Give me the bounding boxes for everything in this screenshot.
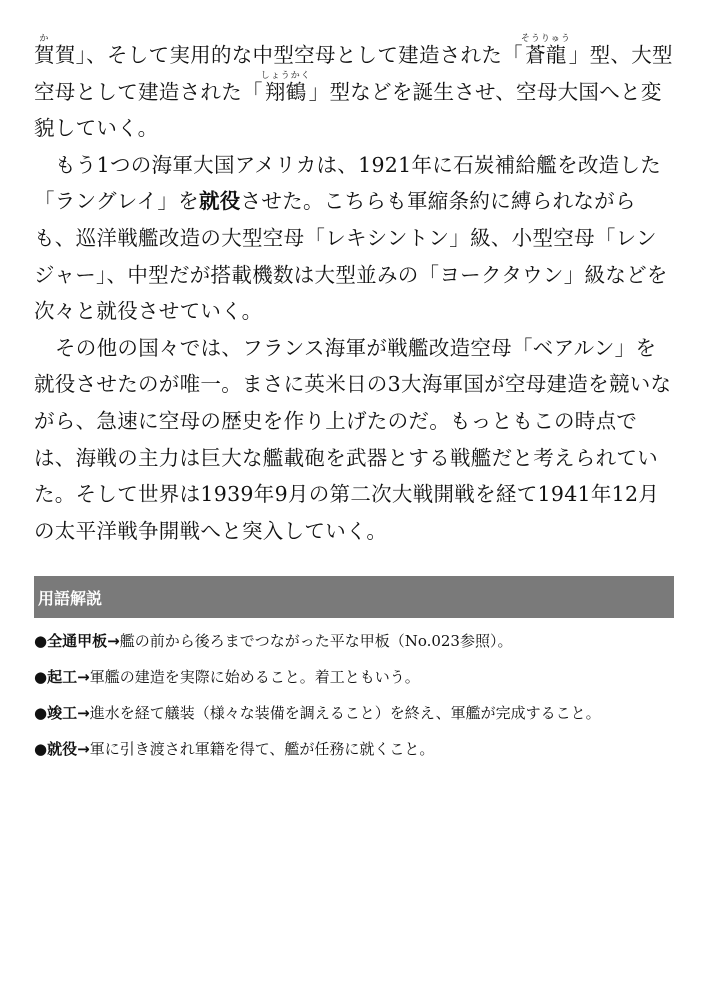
- arrow-icon: →: [107, 632, 120, 650]
- arrow-icon: →: [77, 740, 90, 758]
- glossary-entry: [34, 660, 674, 694]
- glossary-desc: 進水を経て艤装（様々な装備を調えること）を終え、軍艦が完成すること。: [89, 704, 601, 722]
- paragraph-2-text-a: もう1つの海軍大国アメリカは、1921年に石炭補給艦を改造した「ラングレイ」を: [34, 152, 662, 214]
- bullet-icon: ●: [34, 632, 48, 650]
- paragraph-1-text-a: 賀」、そして実用的な中型空母として建造された「: [54, 43, 523, 67]
- glossary-entry: [34, 696, 674, 730]
- bullet-icon: ●: [34, 704, 48, 722]
- ruby-shoukaku: 翔鶴しょうかく: [260, 70, 311, 104]
- glossary-entry: [34, 624, 674, 658]
- ruby-ka: 賀か: [34, 34, 55, 67]
- bullet-icon: ●: [34, 740, 48, 758]
- arrow-icon: →: [77, 704, 90, 722]
- glossary-desc: 軍艦の建造を実際に始めること。着工ともいう。: [89, 668, 420, 686]
- paragraph-1-text-b: 」型、大型空母として建造された「: [34, 43, 673, 104]
- paragraph-2-text-b: させた。こちらも軍縮条約に縛られながらも、巡洋戦艦改造の大型空母「レキシントン」級、小型空母「レンジャー」、中型だが搭載機数は大型並みの「ヨークタウン」級などを次々と就役させていく。: [34, 189, 668, 324]
- arrow-icon: →: [77, 668, 90, 686]
- glossary-term: 全通甲板: [47, 632, 108, 650]
- paragraph-1-text-c: 」型などを誕生させ、空母大国へと変貌していく。: [34, 79, 662, 141]
- glossary-title: 用語解説: [38, 588, 103, 608]
- paragraph-1: [34, 34, 674, 147]
- ruby-souryu: 蒼龍そうりゅう: [520, 34, 571, 67]
- glossary-term: 就役: [47, 740, 78, 758]
- glossary-header: [34, 576, 674, 618]
- bullet-icon: ●: [34, 668, 48, 686]
- paragraph-2: [34, 147, 674, 330]
- glossary-term: 起工: [47, 668, 78, 686]
- glossary-term: 竣工: [47, 704, 78, 722]
- glossary-entry: [34, 732, 674, 766]
- glossary-desc: 軍に引き渡され軍籍を得て、艦が任務に就くこと。: [89, 740, 435, 758]
- paragraph-3: その他の国々では、フランス海軍が戦艦改造空母「ベアルン」を就役させたのが唯一。まさに英米日の3大海軍国が空母建造を競いながら、急速に空母の歴史を作り上げたのだ。もっともこの時点では、海戦の主力は巨大な艦載砲を武器とする戦艦だと考えられていた。そして世界は1939年9月の第二次大戦開戦を経て1941年12月の太平洋戦争開戦へと突入していく。: [34, 335, 672, 543]
- glossary-desc: 艦の前から後ろまでつながった平な甲板（No.023参照）。: [119, 632, 513, 650]
- glossary-list: [34, 624, 674, 768]
- paragraph-2-bold-term: 就役: [198, 189, 241, 214]
- article-body: [34, 34, 674, 549]
